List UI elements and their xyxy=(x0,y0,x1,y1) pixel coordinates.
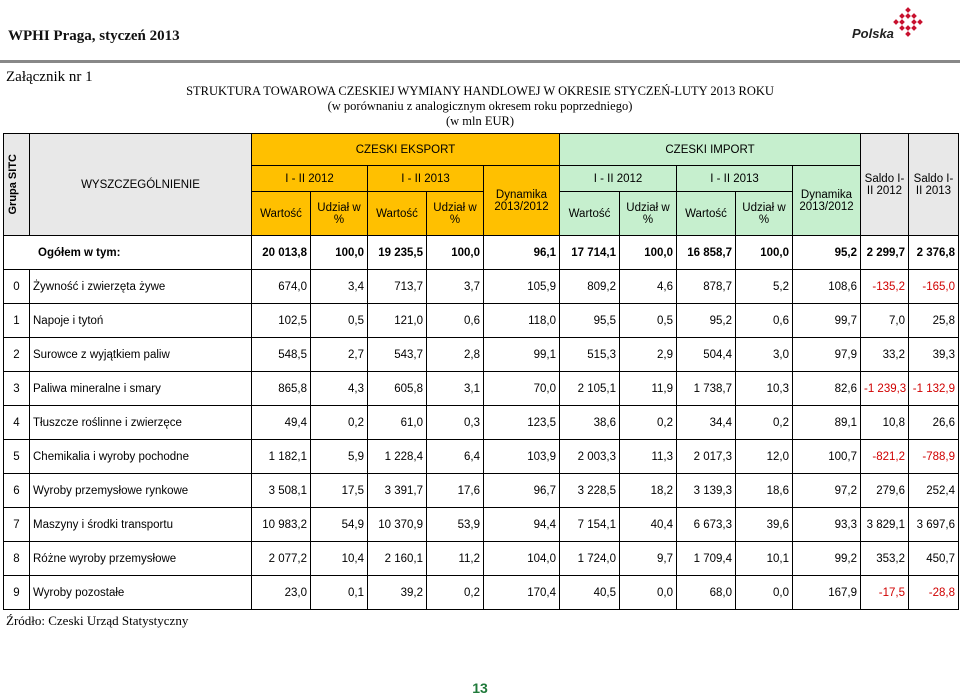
row-value: 10,4 xyxy=(311,542,368,576)
table-row xyxy=(4,338,959,372)
row-value: -165,0 xyxy=(909,270,959,304)
row-value: 2,9 xyxy=(620,338,677,372)
row-value: 82,6 xyxy=(793,372,861,406)
row-value: 0,2 xyxy=(311,406,368,440)
row-value: -788,9 xyxy=(909,440,959,474)
sitc-group-header: Grupa SITC xyxy=(4,134,30,236)
total-value: 20 013,8 xyxy=(252,236,311,270)
row-value: 450,7 xyxy=(909,542,959,576)
row-value: 2 160,1 xyxy=(368,542,427,576)
row-name: Żywność i zwierzęta żywe xyxy=(30,270,252,304)
table-row xyxy=(4,304,959,338)
total-value: 100,0 xyxy=(620,236,677,270)
row-value: 25,8 xyxy=(909,304,959,338)
header-divider xyxy=(0,60,960,63)
table-row xyxy=(4,576,959,610)
row-value: 121,0 xyxy=(368,304,427,338)
row-value: 105,9 xyxy=(484,270,560,304)
row-value: 10 370,9 xyxy=(368,508,427,542)
row-name: Różne wyroby przemysłowe xyxy=(30,542,252,576)
sitc-code: 9 xyxy=(4,576,30,610)
sitc-code: 5 xyxy=(4,440,30,474)
heading-line-1: STRUKTURA TOWAROWA CZESKIEJ WYMIANY HANDLOWEJ W OKRESIE STYCZEŃ-LUTY 2013 ROKU xyxy=(186,84,774,98)
row-value: 96,7 xyxy=(484,474,560,508)
row-value: 3 391,7 xyxy=(368,474,427,508)
total-value: 100,0 xyxy=(311,236,368,270)
header-title: WPHI Praga, styczeń 2013 xyxy=(8,28,180,44)
kite-logo-icon xyxy=(888,6,928,46)
heading-line-3: (w mln EUR) xyxy=(445,114,515,128)
row-value: 2,8 xyxy=(427,338,484,372)
row-value: 39,2 xyxy=(368,576,427,610)
sitc-code: 4 xyxy=(4,406,30,440)
row-value: 5,9 xyxy=(311,440,368,474)
sitc-code: 2 xyxy=(4,338,30,372)
row-value: 7,0 xyxy=(861,304,909,338)
row-value: -135,2 xyxy=(861,270,909,304)
row-name: Tłuszcze roślinne i zwierzęce xyxy=(30,406,252,440)
row-value: 123,5 xyxy=(484,406,560,440)
saldo-2013-header: Saldo I-II 2013 xyxy=(909,134,959,236)
row-value: 809,2 xyxy=(560,270,620,304)
row-value: 40,5 xyxy=(560,576,620,610)
sitc-code: 6 xyxy=(4,474,30,508)
row-value: 17,6 xyxy=(427,474,484,508)
row-value: 1 738,7 xyxy=(677,372,736,406)
import-share-2013-header: Udział w % xyxy=(736,192,793,236)
row-value: 12,0 xyxy=(736,440,793,474)
sitc-code: 7 xyxy=(4,508,30,542)
row-value: 99,7 xyxy=(793,304,861,338)
row-value: 504,4 xyxy=(677,338,736,372)
row-value: 3 228,5 xyxy=(560,474,620,508)
row-value: -17,5 xyxy=(861,576,909,610)
total-value: 17 714,1 xyxy=(560,236,620,270)
row-value: 548,5 xyxy=(252,338,311,372)
row-value: 0,6 xyxy=(736,304,793,338)
page-number: 13 xyxy=(472,680,488,696)
sitc-code: 8 xyxy=(4,542,30,576)
table-row xyxy=(4,440,959,474)
table-row xyxy=(4,474,959,508)
import-header: CZESKI IMPORT xyxy=(560,134,861,166)
row-value: 0,2 xyxy=(620,406,677,440)
sitc-code: 0 xyxy=(4,270,30,304)
import-share-2012-header: Udział w % xyxy=(620,192,677,236)
header-bar xyxy=(0,0,960,58)
row-value: 0,1 xyxy=(311,576,368,610)
row-value: 39,6 xyxy=(736,508,793,542)
export-header: CZESKI EKSPORT xyxy=(252,134,560,166)
row-value: 18,6 xyxy=(736,474,793,508)
row-value: 3 829,1 xyxy=(861,508,909,542)
document-heading xyxy=(140,84,820,129)
row-value: 93,3 xyxy=(793,508,861,542)
row-value: 1 724,0 xyxy=(560,542,620,576)
export-value-2013-header: Wartość xyxy=(368,192,427,236)
row-value: 3 508,1 xyxy=(252,474,311,508)
row-value: 6,4 xyxy=(427,440,484,474)
row-name: Chemikalia i wyroby pochodne xyxy=(30,440,252,474)
row-value: 95,5 xyxy=(560,304,620,338)
row-name: Maszyny i środki transportu xyxy=(30,508,252,542)
row-value: 878,7 xyxy=(677,270,736,304)
row-value: 49,4 xyxy=(252,406,311,440)
description-header: WYSZCZEGÓLNIENIE xyxy=(30,134,252,236)
trade-structure-table xyxy=(3,133,959,610)
row-value: 17,5 xyxy=(311,474,368,508)
row-value: 61,0 xyxy=(368,406,427,440)
row-name: Wyroby pozostałe xyxy=(30,576,252,610)
row-value: 54,9 xyxy=(311,508,368,542)
row-value: 3 139,3 xyxy=(677,474,736,508)
row-value: 252,4 xyxy=(909,474,959,508)
polska-logo xyxy=(850,6,930,50)
total-value: 2 376,8 xyxy=(909,236,959,270)
row-value: 0,3 xyxy=(427,406,484,440)
table-row xyxy=(4,542,959,576)
row-value: 3 697,6 xyxy=(909,508,959,542)
row-value: 515,3 xyxy=(560,338,620,372)
total-value: 95,2 xyxy=(793,236,861,270)
row-value: 10,1 xyxy=(736,542,793,576)
row-value: 3,1 xyxy=(427,372,484,406)
row-value: 18,2 xyxy=(620,474,677,508)
row-value: 11,3 xyxy=(620,440,677,474)
row-value: 97,2 xyxy=(793,474,861,508)
row-value: 95,2 xyxy=(677,304,736,338)
import-value-2013-header: Wartość xyxy=(677,192,736,236)
row-value: 1 709,4 xyxy=(677,542,736,576)
row-value: 0,6 xyxy=(427,304,484,338)
row-value: 2 017,3 xyxy=(677,440,736,474)
row-value: 38,6 xyxy=(560,406,620,440)
row-value: 97,9 xyxy=(793,338,861,372)
row-value: 100,7 xyxy=(793,440,861,474)
row-value: 5,2 xyxy=(736,270,793,304)
row-value: 89,1 xyxy=(793,406,861,440)
row-value: 118,0 xyxy=(484,304,560,338)
row-value: 543,7 xyxy=(368,338,427,372)
row-value: 0,5 xyxy=(620,304,677,338)
import-period-2012: I - II 2012 xyxy=(560,166,677,192)
table-row xyxy=(4,270,959,304)
row-value: 0,0 xyxy=(736,576,793,610)
row-value: 53,9 xyxy=(427,508,484,542)
row-value: 68,0 xyxy=(677,576,736,610)
row-value: 11,2 xyxy=(427,542,484,576)
table-row xyxy=(4,406,959,440)
export-value-2012-header: Wartość xyxy=(252,192,311,236)
row-value: 10,8 xyxy=(861,406,909,440)
row-value: 40,4 xyxy=(620,508,677,542)
total-value: 100,0 xyxy=(736,236,793,270)
row-value: 7 154,1 xyxy=(560,508,620,542)
row-value: 34,4 xyxy=(677,406,736,440)
row-value: -821,2 xyxy=(861,440,909,474)
row-value: 11,9 xyxy=(620,372,677,406)
import-dynamics-header: Dynamika 2013/2012 xyxy=(793,166,861,236)
row-value: 99,1 xyxy=(484,338,560,372)
total-value: 100,0 xyxy=(427,236,484,270)
row-value: 39,3 xyxy=(909,338,959,372)
row-value: 0,0 xyxy=(620,576,677,610)
row-value: 99,2 xyxy=(793,542,861,576)
row-name: Wyroby przemysłowe rynkowe xyxy=(30,474,252,508)
row-value: 94,4 xyxy=(484,508,560,542)
row-value: 104,0 xyxy=(484,542,560,576)
row-value: 2 077,2 xyxy=(252,542,311,576)
row-value: 108,6 xyxy=(793,270,861,304)
row-value: 2,7 xyxy=(311,338,368,372)
row-value: -1 239,3 xyxy=(861,372,909,406)
export-dynamics-header: Dynamika 2013/2012 xyxy=(484,166,560,236)
row-value: 4,6 xyxy=(620,270,677,304)
row-value: 167,9 xyxy=(793,576,861,610)
import-period-2013: I - II 2013 xyxy=(677,166,793,192)
logo-text: Polska xyxy=(852,26,894,41)
row-name: Surowce z wyjątkiem paliw xyxy=(30,338,252,372)
row-value: 3,7 xyxy=(427,270,484,304)
row-value: 102,5 xyxy=(252,304,311,338)
row-value: 1 228,4 xyxy=(368,440,427,474)
total-label: Ogółem w tym: xyxy=(4,236,252,270)
heading-line-2: (w porównaniu z analogicznym okresem roku poprzedniego) xyxy=(327,99,633,113)
table-row xyxy=(4,372,959,406)
row-value: 170,4 xyxy=(484,576,560,610)
row-value: 10 983,2 xyxy=(252,508,311,542)
row-value: 70,0 xyxy=(484,372,560,406)
row-value: 605,8 xyxy=(368,372,427,406)
export-share-2013-header: Udział w % xyxy=(427,192,484,236)
row-name: Napoje i tytoń xyxy=(30,304,252,338)
row-value: -28,8 xyxy=(909,576,959,610)
export-share-2012-header: Udział w % xyxy=(311,192,368,236)
row-value: -1 132,9 xyxy=(909,372,959,406)
export-period-2012: I - II 2012 xyxy=(252,166,368,192)
row-value: 9,7 xyxy=(620,542,677,576)
row-value: 353,2 xyxy=(861,542,909,576)
row-value: 2 105,1 xyxy=(560,372,620,406)
sitc-code: 3 xyxy=(4,372,30,406)
total-value: 96,1 xyxy=(484,236,560,270)
row-value: 0,2 xyxy=(427,576,484,610)
row-value: 6 673,3 xyxy=(677,508,736,542)
row-value: 3,4 xyxy=(311,270,368,304)
export-period-2013: I - II 2013 xyxy=(368,166,484,192)
row-value: 103,9 xyxy=(484,440,560,474)
row-value: 674,0 xyxy=(252,270,311,304)
table-row xyxy=(4,508,959,542)
row-value: 713,7 xyxy=(368,270,427,304)
row-value: 0,2 xyxy=(736,406,793,440)
row-value: 2 003,3 xyxy=(560,440,620,474)
row-value: 10,3 xyxy=(736,372,793,406)
row-value: 1 182,1 xyxy=(252,440,311,474)
import-value-2012-header: Wartość xyxy=(560,192,620,236)
sitc-code: 1 xyxy=(4,304,30,338)
saldo-2012-header: Saldo I-II 2012 xyxy=(861,134,909,236)
source-note: Źródło: Czeski Urząd Statystyczny xyxy=(6,613,189,628)
total-value: 19 235,5 xyxy=(368,236,427,270)
total-value: 16 858,7 xyxy=(677,236,736,270)
row-value: 4,3 xyxy=(311,372,368,406)
total-row xyxy=(4,236,959,270)
row-value: 26,6 xyxy=(909,406,959,440)
row-value: 33,2 xyxy=(861,338,909,372)
row-value: 279,6 xyxy=(861,474,909,508)
row-value: 0,5 xyxy=(311,304,368,338)
row-value: 23,0 xyxy=(252,576,311,610)
row-name: Paliwa mineralne i smary xyxy=(30,372,252,406)
row-value: 3,0 xyxy=(736,338,793,372)
total-value: 2 299,7 xyxy=(861,236,909,270)
annex-label: Załącznik nr 1 xyxy=(6,69,93,85)
row-value: 865,8 xyxy=(252,372,311,406)
